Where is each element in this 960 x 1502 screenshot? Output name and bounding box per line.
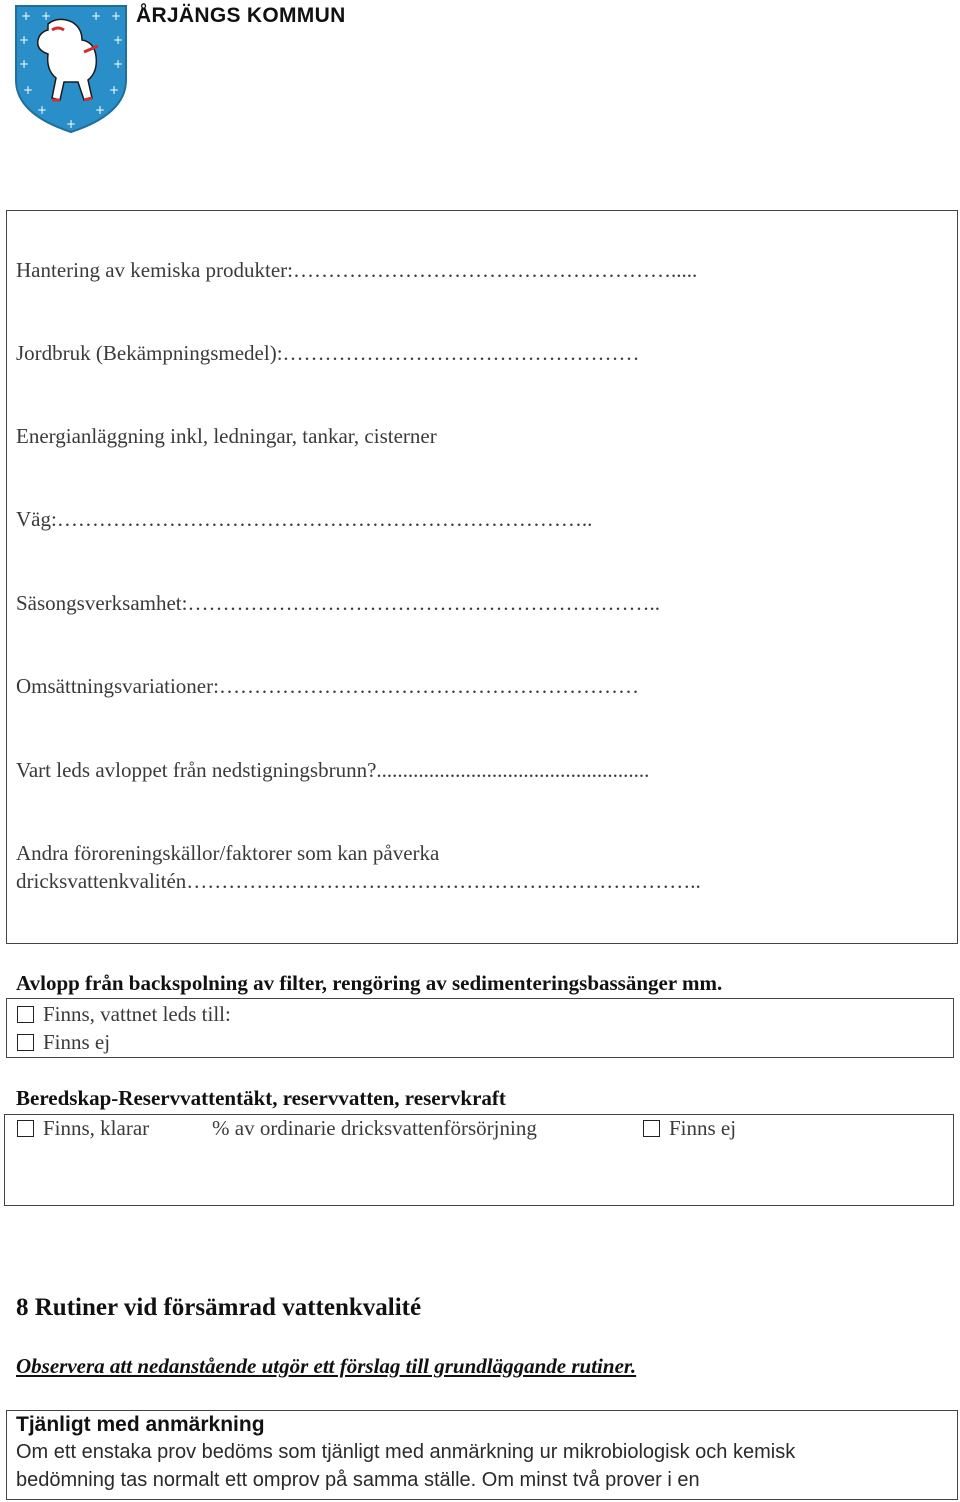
beredskap-heading: Beredskap-Reservvattentäkt, reservvatten, reservkraft [16,1086,506,1110]
avlopp-heading: Avlopp från backspolning av filter, rengöring av sedimenteringsbassänger mm. [16,971,723,995]
pollution-sources-box [6,210,958,944]
tjanligt-text-line-1: Om ett enstaka prov bedöms som tjänligt med anmärkning ur mikrobiologisk och kemisk [16,1441,796,1463]
field-jordbruk[interactable]: Jordbruk (Bekämpningsmedel):…………………………………………… [16,341,640,365]
avlopp-option-finns-ej-label: Finns ej [43,1030,111,1054]
svg-text:+: + [94,103,106,117]
avlopp-option-finns[interactable] [17,1002,231,1027]
org-name: ÅRJÄNGS KOMMUN [136,4,346,27]
field-avlopp-nedstigningsbrunn[interactable]: Vart leds avloppet från nedstigningsbrunn?.................................................... [16,758,650,782]
svg-text:+: + [20,9,32,23]
field-omsattningsvariationer[interactable]: Omsättningsvariationer:…………………………………………………… [16,674,639,698]
svg-text:+: + [36,103,48,117]
svg-text:+: + [108,83,120,97]
field-sasongsverksamhet[interactable]: Säsongsverksamhet:………………………………………………………….. [16,591,660,615]
beredskap-option-finns-label: Finns, klarar [43,1116,150,1140]
beredskap-option-finns-ej-label: Finns ej [669,1116,737,1140]
beredskap-option-finns-ej[interactable] [643,1116,736,1141]
field-andra-fororeningskallor: Andra föroreningskällor/faktorer som kan påverka [16,841,440,865]
svg-text:+: + [18,33,30,47]
checkbox-icon[interactable] [17,1006,34,1023]
avlopp-option-finns-label: Finns, vattnet leds till: [43,1002,231,1026]
svg-text:+: + [110,9,122,23]
checkbox-icon[interactable] [17,1034,34,1051]
field-vag[interactable]: Väg:………………………………………………………………….. [16,507,593,531]
avlopp-option-finns-ej[interactable] [17,1030,110,1055]
beredskap-option-finns[interactable] [17,1116,149,1141]
beredskap-percent-text: % av ordinarie dricksvattenförsörjning [212,1116,537,1140]
section-8-title: 8 Rutiner vid försämrad vattenkvalité [16,1294,422,1321]
field-dricksvattenkvalitet[interactable]: dricksvattenkvalitén……………………………………………………………….. [16,869,701,893]
field-kemiska-produkter[interactable]: Hantering av kemiska produkter:………………………………………………..... [16,258,698,282]
svg-text:+: + [18,57,30,71]
section-8-note: Observera att nedanstående utgör ett förslag till grundläggande rutiner. [16,1354,637,1378]
coat-of-arms-bear-icon [12,2,130,134]
tjanligt-title: Tjänligt med anmärkning [16,1413,265,1436]
field-energianlaggning[interactable]: Energianläggning inkl, ledningar, tankar, cisterner [16,424,437,448]
checkbox-icon[interactable] [643,1120,660,1137]
svg-text:+: + [22,83,34,97]
tjanligt-text-line-2: bedömning tas normalt ett omprov på samma ställe. Om minst två prover i en [16,1469,700,1491]
svg-text:+: + [90,9,102,23]
svg-text:+: + [65,117,77,131]
svg-text:+: + [112,33,124,47]
svg-text:+: + [112,57,124,71]
checkbox-icon[interactable] [17,1120,34,1137]
svg-text:+: + [40,9,52,23]
